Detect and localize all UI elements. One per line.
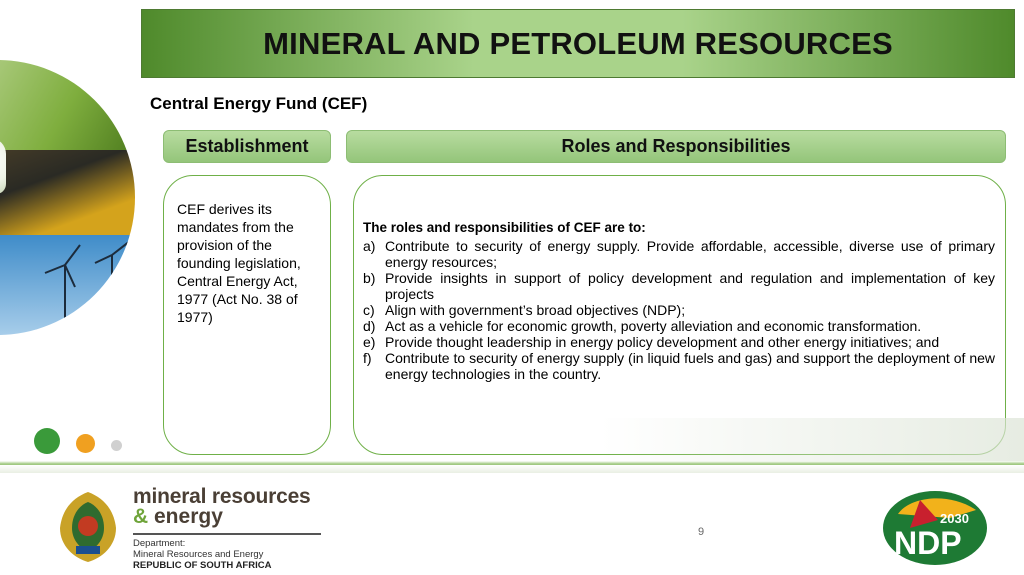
brand-line2-text: energy [148, 505, 223, 528]
list-marker: c) [363, 302, 375, 318]
decorative-photo-collage [0, 60, 135, 335]
list-text: Provide thought leadership in energy policy development and other energy initiatives; and [385, 334, 940, 350]
grey-dot [111, 440, 122, 451]
coat-of-arms-logo [52, 488, 124, 564]
footer-divider [0, 461, 1024, 473]
list-item [363, 350, 995, 382]
section-subtitle: Central Energy Fund (CEF) [150, 94, 368, 113]
establishment-header: Establishment [163, 130, 331, 163]
department-name: Mineral Resources and Energy [133, 549, 264, 560]
wind-turbine-photo [0, 235, 135, 335]
brand-line1: mineral resources [133, 485, 311, 508]
list-item [363, 238, 995, 270]
ndp-year: 2030 [940, 511, 969, 526]
department-brand [133, 487, 321, 571]
mining-photo [0, 150, 135, 235]
list-text: Contribute to security of energy supply. Provide affordable, accessible, diverse use of primary energy resources; [385, 238, 995, 270]
orange-dot [76, 434, 95, 453]
ndp-text: NDP [894, 525, 962, 561]
list-marker: b) [363, 270, 376, 286]
roles-intro: The roles and responsibilities of CEF are to: [363, 220, 646, 235]
title-bar [141, 9, 1015, 78]
page-number: 9 [698, 526, 705, 538]
roles-header: Roles and Responsibilities [346, 130, 1006, 163]
establishment-text: CEF derives its mandates from the provision of the founding legislation, Central Energy Act, 1977 (Act No. 38 of 1977) [177, 201, 301, 325]
roles-box [353, 175, 1006, 455]
country-name: REPUBLIC OF SOUTH AFRICA [133, 560, 272, 571]
list-text: Align with government’s broad objectives (NDP); [385, 302, 686, 318]
list-text: Provide insights in support of policy development and regulation and implementation of key projects [385, 270, 995, 302]
list-marker: d) [363, 318, 376, 334]
establishment-box [163, 175, 331, 455]
list-item [363, 318, 995, 334]
brand-rule [133, 533, 321, 535]
lightbulb-photo [0, 60, 135, 150]
page-title: MINERAL AND PETROLEUM RESOURCES [263, 25, 893, 61]
brand-line2 [133, 507, 321, 527]
list-item [363, 302, 995, 318]
list-item [363, 270, 995, 302]
list-text: Act as a vehicle for economic growth, poverty alleviation and economic transformation. [385, 318, 922, 334]
footer-background-graphic [600, 418, 1024, 466]
list-text: Contribute to security of energy supply (in liquid fuels and gas) and support the deployment of new energy technologies in the country. [385, 350, 995, 382]
list-item [363, 334, 995, 350]
ndp-2030-logo [880, 488, 990, 566]
green-dot [34, 428, 60, 454]
wind-turbine-icon [0, 235, 135, 335]
brand-ampersand: & [133, 505, 149, 528]
list-marker: e) [363, 334, 376, 350]
list-marker: f) [363, 350, 372, 366]
list-marker: a) [363, 238, 376, 254]
department-label: Department: [133, 538, 186, 549]
